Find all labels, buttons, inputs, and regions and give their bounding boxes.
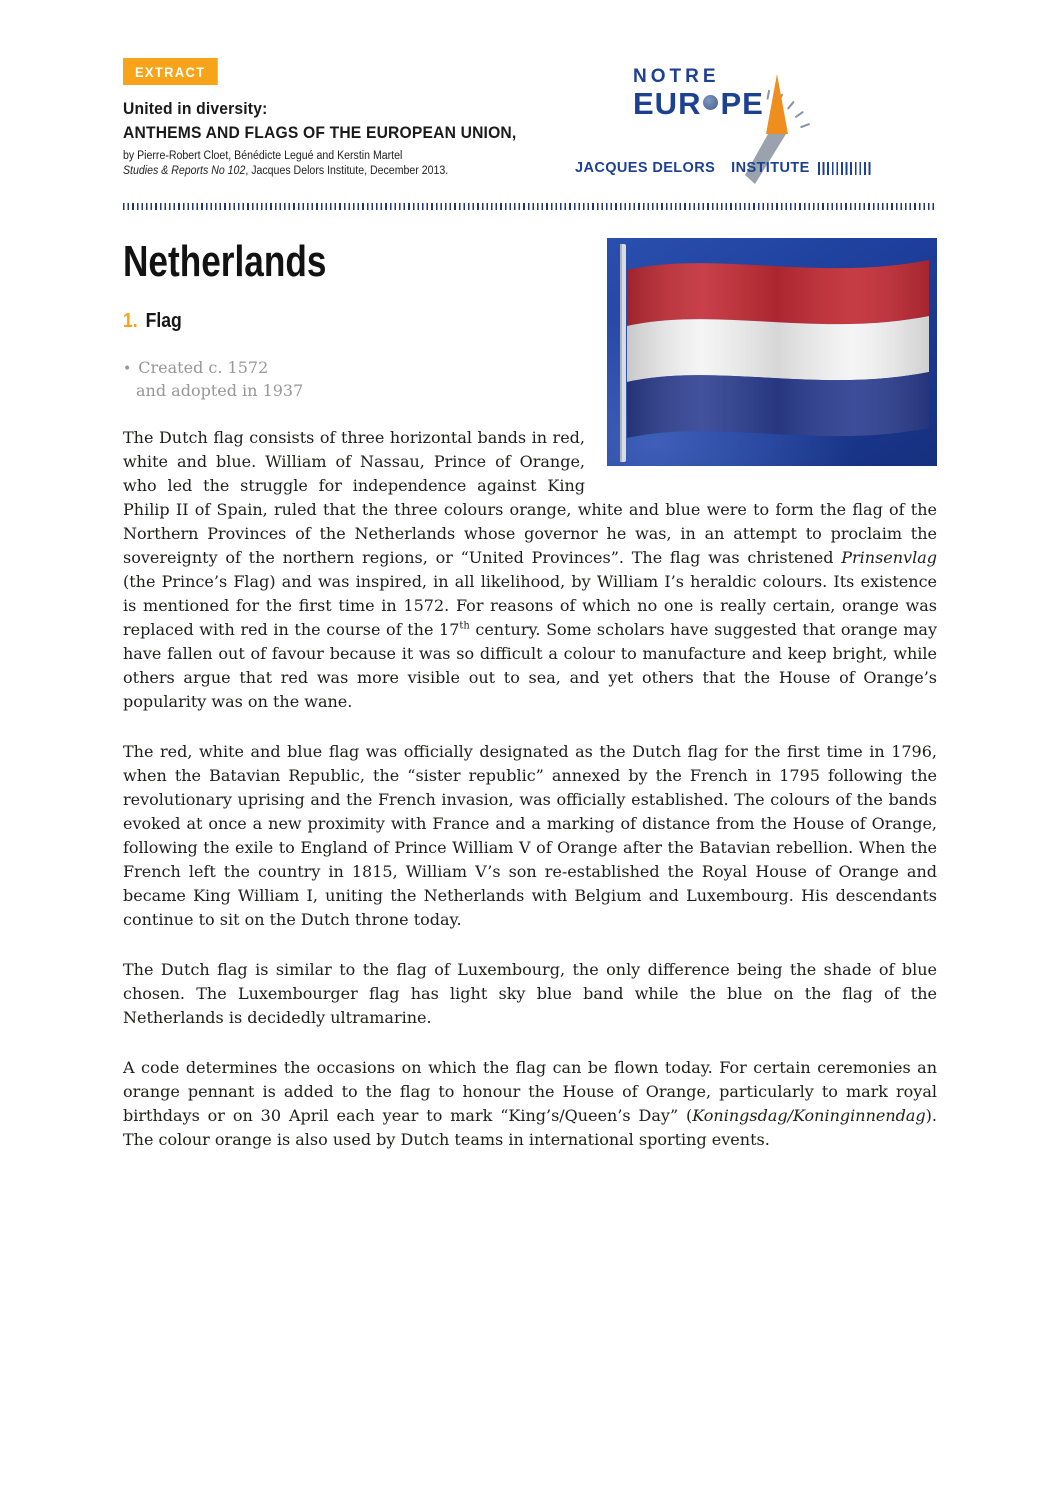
logo-mark — [575, 66, 875, 152]
byline: by Pierre-Robert Cloet, Bénédicte Legué and Kerstin Martel — [123, 150, 403, 162]
logo-europe-text: EUR PE — [633, 86, 764, 121]
paragraph-2: The red, white and blue flag was officially designated as the Dutch flag for the first time in 1796, when the Batavian Republic, the “sister republic” annexed by the French in 1795 following the revolutionary uprising and the French invasion, was officially established. The colours of the bands evoked at once a new proximity with France and a marking of distance from the House of Orange, following the exile to England of Prince William V of Orange after the Batavian rebellion. When the French left the country in 1815, William V’s son re-established the Royal House of Orange and became King William I, uniting the Netherlands with Belgium and Luxembourg. His descendants continue to sit on the Dutch throne today. — [123, 742, 937, 930]
bullet-icon: • — [123, 361, 132, 378]
paragraph-4: A code determines the occasions on which the flag can be flown today. For certain ceremonies an orange pennant is added to the flag to honour the House of Orange, particularly to mark royal birthdays or on 30 April each year to mark “King’s/Queen’s Day” (Koningsdag/Koninginnendag). The colour orange is also used by Dutch teams in international sporting events. — [123, 1058, 937, 1150]
series-subtitle: ANTHEMS AND FLAGS OF THE EUROPEAN UNION, — [123, 123, 517, 142]
paragraph-1: The Dutch flag consists of three horizontal bands in red, white and blue. William of Nassau, Prince of Orange, who led the struggle for independence against King Philip II of Spain, ruled that the three colours orange, white and blue were to form the flag of the Northern Provinces of the Netherlands whose governor he was, in an attempt to proclaim the sovereignty of the northern regions, or “United Provinces”. The flag was christened Prinsenvlag (the Prince’s Flag) and was inspired, in all likelihood, by William I’s heraldic colours. Its existence is mentioned for the first time in 1572. For reasons of which no one is really certain, orange was replaced with red in the course of the 17th century. Some scholars have suggested that orange may have fallen out of favour because it was so difficult a colour to manufacture and keep bright, while others argue that red was more visible out to sea, and yet others that the House of Orange’s popularity was on the wane. — [123, 428, 937, 712]
institute-text: INSTITUTE — [731, 160, 810, 176]
jacques-delors-text: JACQUES DELORS — [575, 160, 716, 176]
logo-bars-icon — [818, 162, 872, 175]
publication-info — [123, 58, 638, 177]
article — [123, 210, 937, 1152]
notre-europe-logo — [575, 44, 875, 176]
institute-line — [575, 160, 875, 176]
section-number: 1. — [123, 310, 138, 333]
page-header — [123, 0, 937, 177]
fact-text-line1: Created c. 1572 — [138, 358, 269, 378]
logo-notre-text: NOTRE — [633, 66, 720, 87]
series-title: United in diversity: — [123, 99, 268, 118]
section-heading — [123, 310, 839, 333]
logo-dot-icon — [703, 95, 718, 110]
page-title: Netherlands — [123, 237, 327, 286]
extract-badge: EXTRACT — [123, 58, 217, 85]
fact-text-line2: and adopted in 1937 — [136, 381, 304, 401]
paragraph-3: The Dutch flag is similar to the flag of Luxembourg, the only difference being the shade of blue chosen. The Luxembourger flag has light sky blue band while the blue on the flag of the Netherlands is decidedly ultramarine. — [123, 960, 937, 1028]
report-info: Studies & Reports No 102, Jacques Delors Institute, December 2013. — [123, 165, 449, 177]
dashed-separator — [123, 203, 937, 210]
section-title: Flag — [145, 310, 182, 333]
